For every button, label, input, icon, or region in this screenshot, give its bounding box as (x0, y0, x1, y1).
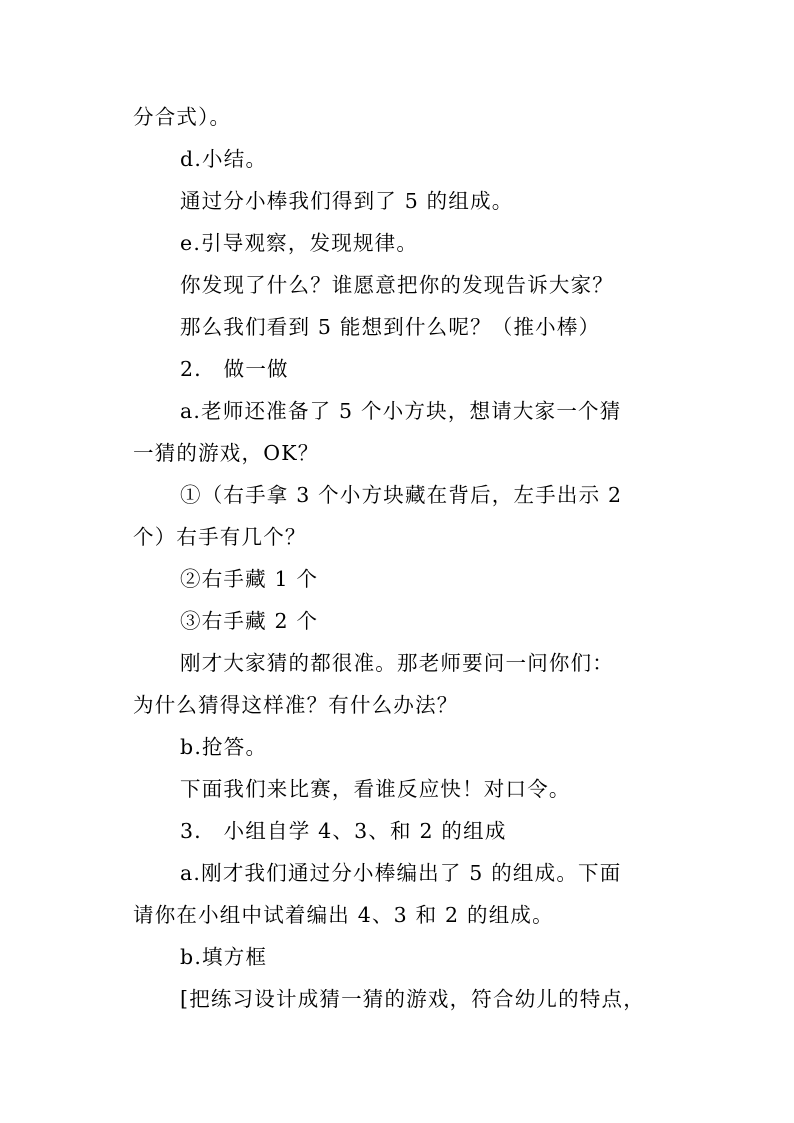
section-heading: 2． 做一做 (180, 357, 289, 381)
text-line: ③右手藏 2 个 (180, 609, 319, 633)
text-line: ①（右手拿 3 个小方块藏在背后，左手出示 2 (180, 483, 623, 507)
text-line: a.刚才我们通过分小棒编出了 5 的组成。下面 (180, 861, 622, 885)
text-line: 下面我们来比赛，看谁反应快！对口令。 (180, 777, 571, 801)
text-line: 个）右手有几个？ (133, 525, 307, 549)
text-line: 通过分小棒我们得到了 5 的组成。 (180, 189, 514, 213)
text-line: a.老师还准备了 5 个小方块，想请大家一个猜 (180, 399, 622, 423)
text-line: 那么我们看到 5 能想到什么呢？（推小棒） (180, 315, 601, 339)
text-line: b.填方框 (180, 945, 268, 969)
text-line: 一猜的游戏，OK？ (133, 441, 320, 465)
text-line: e.引导观察，发现规律。 (180, 231, 419, 255)
text-line: [把练习设计成猜一猜的游戏，符合幼儿的特点， (180, 987, 645, 1011)
section-heading: 3． 小组自学 4、3、和 2 的组成 (180, 819, 507, 843)
text-line: d.小结。 (180, 147, 268, 171)
text-line: 你发现了什么？谁愿意把你的发现告诉大家？ (180, 273, 614, 297)
text-line: 刚才大家猜的都很准。那老师要问一问你们： (180, 651, 614, 675)
text-line: b.抢答。 (180, 735, 268, 759)
text-line: 为什么猜得这样准？有什么办法？ (133, 693, 459, 717)
text-line: 分合式）。 (133, 105, 232, 129)
text-line: 请你在小组中试着编出 4、3 和 2 的组成。 (133, 903, 554, 927)
text-line: ②右手藏 1 个 (180, 567, 319, 591)
